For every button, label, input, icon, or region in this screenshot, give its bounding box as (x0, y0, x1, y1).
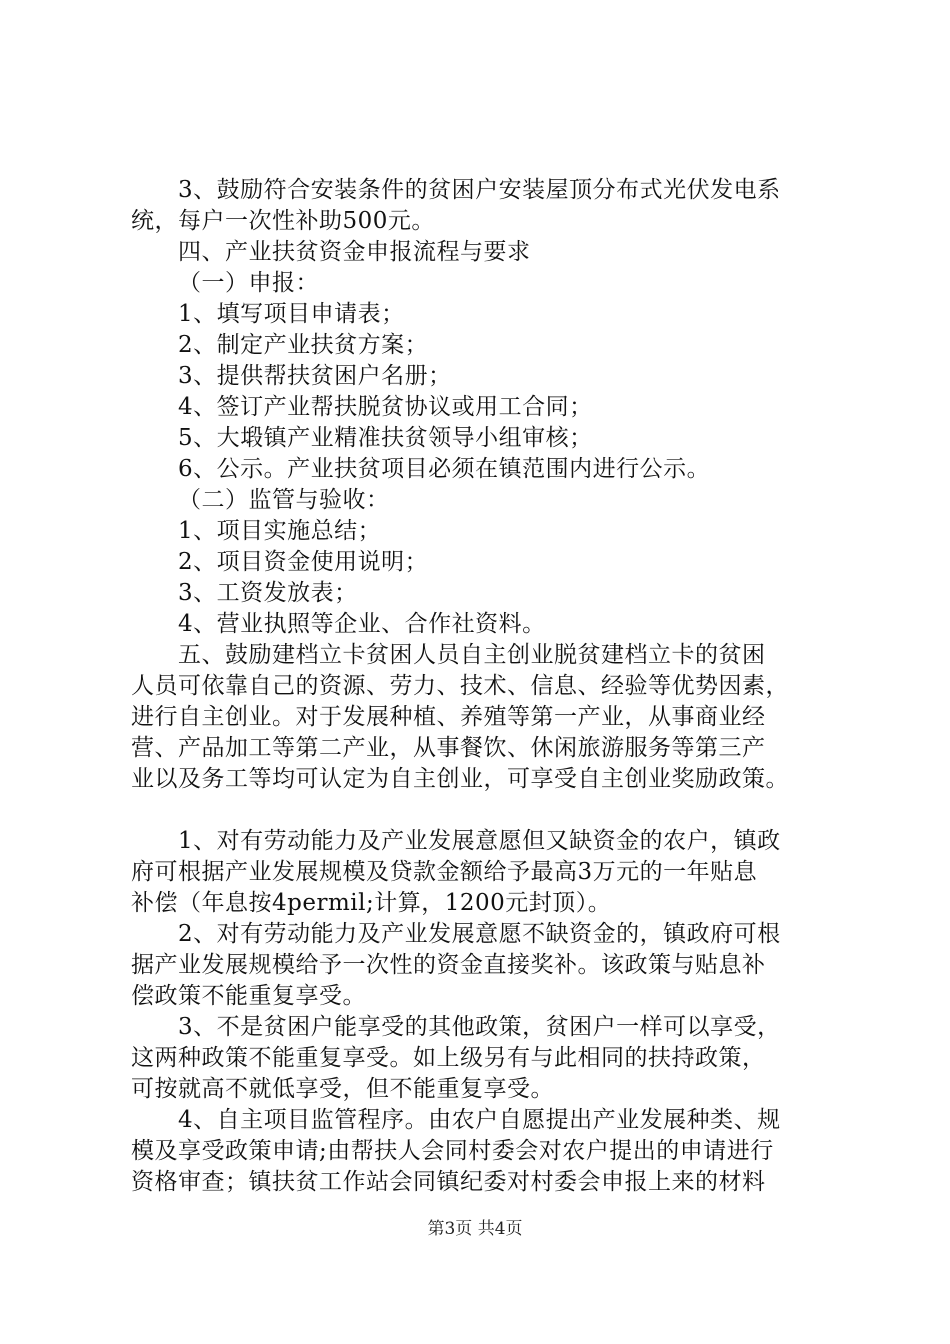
text-line: 统，每户一次性补助500元。 (131, 208, 435, 234)
text-line: 这两种政策不能重复享受。如上级另有与此相同的扶持政策， (131, 1045, 766, 1071)
list-item: 2、制定产业扶贫方案； (178, 332, 429, 358)
text-line: 资格审查；镇扶贫工作站会同镇纪委对村委会申报上来的材料 (131, 1169, 766, 1195)
text-line: 模及享受政策申请;由帮扶人会同村委会对农户提出的申请进行 (131, 1138, 774, 1164)
text-line: 偿政策不能重复享受。 (131, 983, 366, 1009)
text-line: 3、不是贫困户能享受的其他政策，贫困户一样可以享受， (178, 1014, 781, 1040)
section-heading: 五、鼓励建档立卡贫困人员自主创业脱贫建档立卡的贫困 (178, 642, 766, 668)
page-number-footer: 第3页 共4页 (427, 1219, 523, 1239)
subsection-heading: （二）监管与验收： (178, 487, 390, 513)
list-item: 5、大塅镇产业精准扶贫领导小组审核； (178, 425, 593, 451)
text-line: 营、产品加工等第二产业，从事餐饮、休闲旅游服务等第三产 (131, 735, 766, 761)
text-line: 人员可依靠自己的资源、劳力、技术、信息、经验等优势因素， (131, 673, 789, 699)
list-item: 1、填写项目申请表； (178, 301, 405, 327)
text-line: 据产业发展规模给予一次性的资金直接奖补。该政策与贴息补 (131, 952, 766, 978)
text-line: 可按就高不就低享受，但不能重复享受。 (131, 1076, 554, 1102)
text-line: 1、对有劳动能力及产业发展意愿但又缺资金的农户，镇政 (178, 828, 781, 854)
list-item: 2、项目资金使用说明； (178, 549, 429, 575)
text-line: 府可根据产业发展规模及贷款金额给予最高3万元的一年贴息 (131, 859, 758, 885)
list-item: 3、工资发放表； (178, 580, 358, 606)
list-item: 4、签订产业帮扶脱贫协议或用工合同； (178, 394, 593, 420)
text-line: 补偿（年息按4permil;计算，1200元封顶）。 (131, 890, 612, 916)
text-line: 进行自主创业。对于发展种植、养殖等第一产业，从事商业经 (131, 704, 766, 730)
text-line: 2、对有劳动能力及产业发展意愿不缺资金的，镇政府可根 (178, 921, 781, 947)
section-heading: 四、产业扶贫资金申报流程与要求 (178, 239, 531, 265)
list-item: 1、项目实施总结； (178, 518, 382, 544)
text-line: 3、鼓励符合安装条件的贫困户安装屋顶分布式光伏发电系 (178, 177, 781, 203)
text-line: 业以及务工等均可认定为自主创业，可享受自主创业奖励政策。 (131, 766, 789, 792)
list-item: 4、营业执照等企业、合作社资料。 (178, 611, 546, 637)
text-line: 4、自主项目监管程序。由农户自愿提出产业发展种类、规 (178, 1107, 781, 1133)
list-item: 3、提供帮扶贫困户名册； (178, 363, 452, 389)
subsection-heading: （一）申报： (178, 270, 319, 296)
list-item: 6、公示。产业扶贫项目必须在镇范围内进行公示。 (178, 456, 711, 482)
